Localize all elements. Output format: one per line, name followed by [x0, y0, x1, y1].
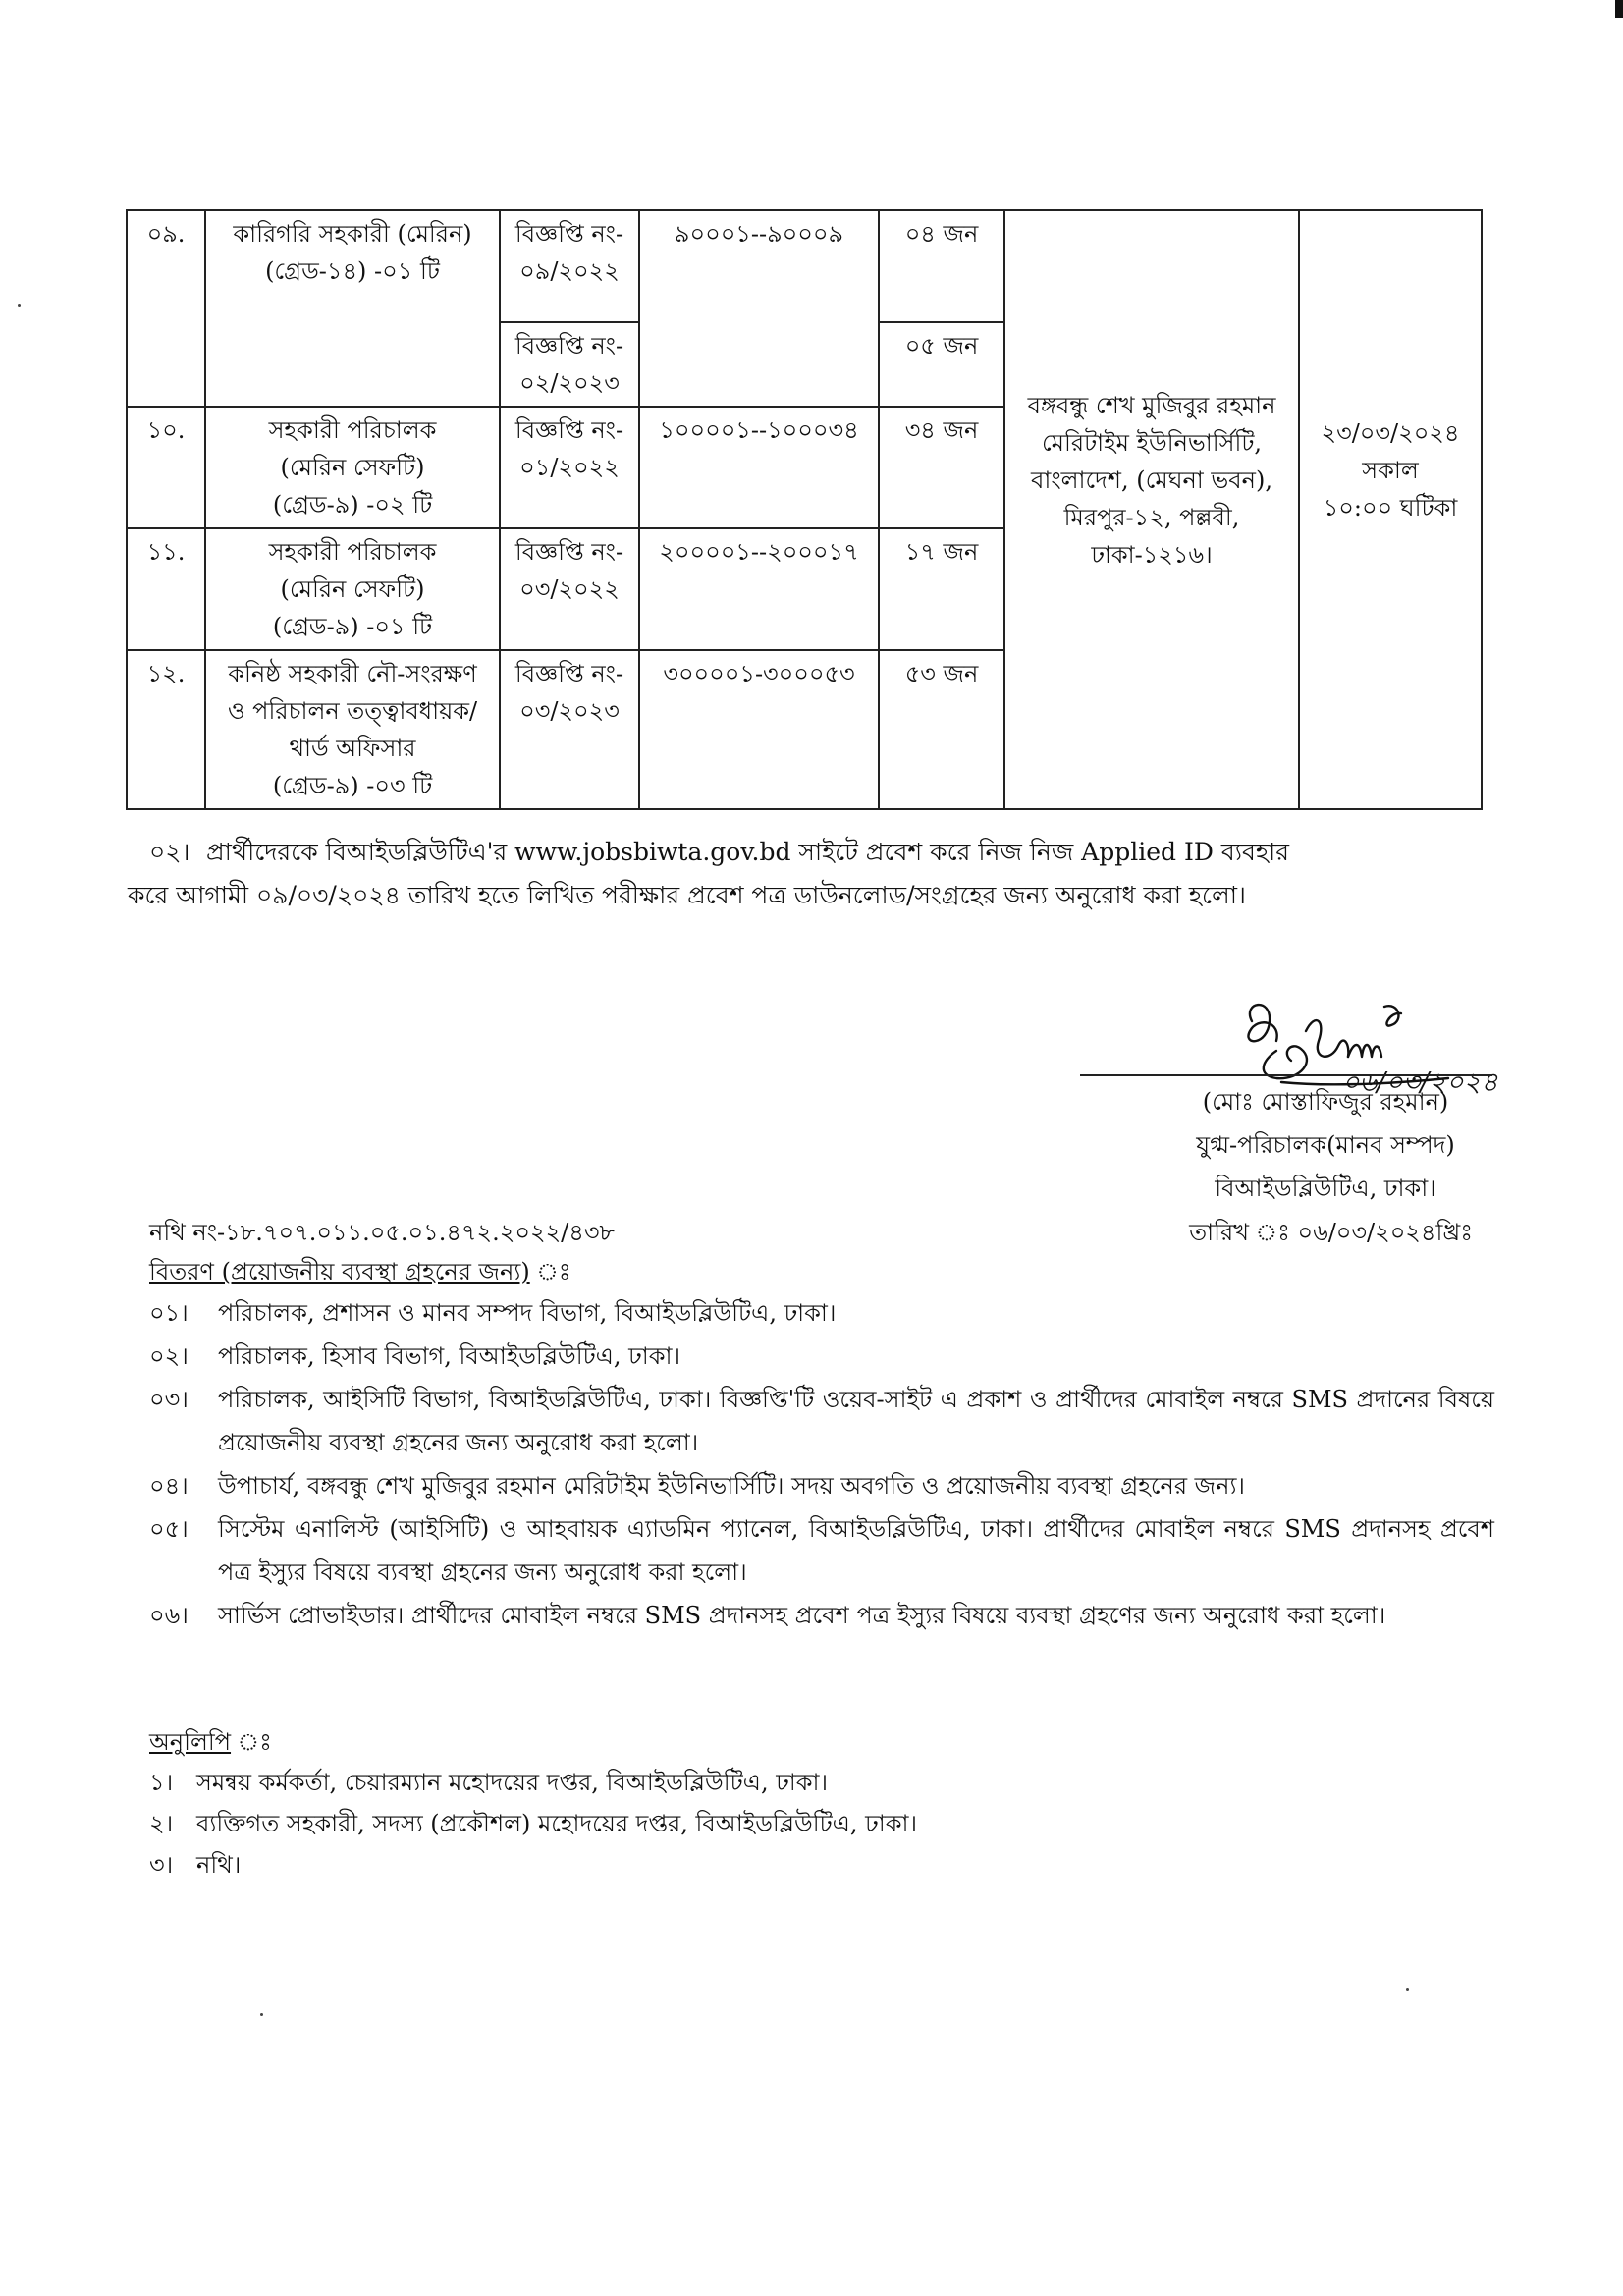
list-item: ৩। নথি।: [149, 1851, 242, 1879]
notice-cell: বিজ্ঞপ্তি নং- ০৩/২০২৩: [500, 650, 639, 809]
scan-speck: [1406, 1988, 1409, 1991]
post-cell: সহকারী পরিচালক (মেরিন সেফটি) (গ্রেড-৯) -০২ টি: [205, 407, 500, 528]
table-row: [127, 210, 1482, 322]
paragraph-number: ০২।: [149, 838, 190, 866]
list-item: ০৬। সার্ভিস প্রোভাইডার। প্রার্থীদের মোবাইল নম্বরে SMS প্রদানসহ প্রবেশ পত্র ইস্যুর বিষয়ে ব্যবস্থা গ্রহণের জন্য অনুরোধ করা হলো।: [149, 1602, 1386, 1629]
candidates-cell: ০৫ জন: [879, 322, 1004, 407]
instruction-line-1: প্রার্থীদেরকে বিআইডব্লিউটিএ'র www.jobsbiwta.gov.bd সাইটে প্রবেশ করে নিজ নিজ Applied ID ব্যবহার: [206, 838, 1290, 866]
roll-cell: ২০০০০১--২০০০১৭: [639, 528, 879, 650]
roll-cell: ৩০০০০১-৩০০০৫৩: [639, 650, 879, 809]
roll-cell: ৯০০০১--৯০০০৯: [639, 210, 879, 407]
list-item: ২। ব্যক্তিগত সহকারী, সদস্য (প্রকৌশল) মহোদয়ের দপ্তর, বিআইডব্লিউটিএ, ঢাকা।: [149, 1810, 918, 1837]
serial-cell: ১২.: [127, 650, 205, 809]
distribution-heading: বিতরণ (প্রয়োজনীয় ব্যবস্থা গ্রহনের জন্য) ঃ: [149, 1258, 571, 1285]
list-item: ০৩। পরিচালক, আইসিটি বিভাগ, বিআইডব্লিউটিএ, ঢাকা। বিজ্ঞপ্তি'টি ওয়েব-সাইট এ প্রকাশ ও প্রার্থীদের মোবাইল নম্বরে SMS প্রদানের বিষয়ে প্রয়োজনীয় ব্যবস্থা গ্রহনের জন্য অনুরোধ করা হলো।: [149, 1386, 1494, 1456]
post-cell: কনিষ্ঠ সহকারী নৌ-সংরক্ষণ ও পরিচালন তত্ত্বাবধায়ক/ থার্ড অফিসার (গ্রেড-৯) -০৩ টি: [205, 650, 500, 809]
signature-line: [1080, 1074, 1492, 1076]
copy-list: [149, 1762, 1426, 1886]
list-item: ০৫। সিস্টেম এনালিস্ট (আইসিটি) ও আহবায়ক এ্যাডমিন প্যানেল, বিআইডব্লিউটিএ, ঢাকা। প্রার্থীদের মোবাইল নম্বরে SMS প্রদানসহ প্রবেশ পত্র ইস্যুর বিষয়ে ব্যবস্থা গ্রহনের জন্য অনুরোধ করা হলো।: [149, 1515, 1494, 1586]
post-cell: কারিগরি সহকারী (মেরিন) (গ্রেড-১৪) -০১ টি: [205, 210, 500, 407]
signature-date: ০৬/০৩/২০২৪: [1342, 1067, 1498, 1098]
roll-cell: ১০০০০১--১০০০৩৪: [639, 407, 879, 528]
list-item: ০১। পরিচালক, প্রশাসন ও মানব সম্পদ বিভাগ, বিআইডব্লিউটিএ, ঢাকা।: [149, 1299, 837, 1327]
instruction-line-2: করে আগামী ০৯/০৩/২০২৪ তারিখ হতে লিখিত পরীক্ষার প্রবেশ পত্র ডাউনলোড/সংগ্রহের জন্য অনুরোধ করা হলো।: [128, 881, 1246, 909]
datetime-cell: ২৩/০৩/২০২৪ সকাল ১০:০০ ঘটিকা: [1299, 210, 1482, 809]
notice-cell: বিজ্ঞপ্তি নং- ০৩/২০২২: [500, 528, 639, 650]
post-cell: সহকারী পরিচালক (মেরিন সেফটি) (গ্রেড-৯) -০১ টি: [205, 528, 500, 650]
candidates-cell: ০৪ জন: [879, 210, 1004, 322]
candidates-cell: ৩৪ জন: [879, 407, 1004, 528]
distribution-list: [149, 1291, 1494, 1637]
serial-cell: ১১.: [127, 528, 205, 650]
scan-speck: [260, 2013, 263, 2016]
file-number: নথি নং-১৮.৭০৭.০১১.০৫.০১.৪৭২.২০২২/৪৩৮: [149, 1219, 616, 1246]
serial-cell: ০৯.: [127, 210, 205, 407]
venue-cell: বঙ্গবন্ধু শেখ মুজিবুর রহমান মেরিটাইম ইউনিভার্সিটি, বাংলাদেশ, (মেঘনা ভবন), মিরপুর-১২, পল্লবী, ঢাকা-১২১৬।: [1004, 210, 1299, 809]
signatory-block: [1159, 1080, 1492, 1210]
signatory-name: (মোঃ মোস্তাফিজুর রহমান): [1202, 1088, 1449, 1116]
notice-cell: বিজ্ঞপ্তি নং- ০৯/২০২২: [500, 210, 639, 322]
scan-edge-mark: [1615, 0, 1623, 18]
notice-cell: বিজ্ঞপ্তি নং- ০১/২০২২: [500, 407, 639, 528]
exam-schedule-table: [126, 209, 1483, 810]
list-item: ০২। পরিচালক, হিসাব বিভাগ, বিআইডব্লিউটিএ, ঢাকা।: [149, 1342, 681, 1370]
list-item: ০৪। উপাচার্য, বঙ্গবন্ধু শেখ মুজিবুর রহমান মেরিটাইম ইউনিভার্সিটি। সদয় অবগতি ও প্রয়োজনীয় ব্যবস্থা গ্রহনের জন্য।: [149, 1472, 1245, 1500]
notice-cell: বিজ্ঞপ্তি নং- ০২/২০২৩: [500, 322, 639, 407]
list-item: ১। সমন্বয় কর্মকর্তা, চেয়ারম্যান মহোদয়ের দপ্তর, বিআইডব্লিউটিএ, ঢাকা।: [149, 1769, 829, 1796]
candidates-cell: ১৭ জন: [879, 528, 1004, 650]
scan-speck: [18, 304, 21, 307]
admit-card-instruction: [128, 831, 1494, 917]
memo-date: তারিখ ঃ ০৬/০৩/২০২৪খ্রিঃ: [1189, 1219, 1473, 1246]
serial-cell: ১০.: [127, 407, 205, 528]
signatory-organization: বিআইডব্লিউটিএ, ঢাকা।: [1215, 1175, 1436, 1202]
signatory-designation: যুগ্ম-পরিচালক(মানব সম্পদ): [1196, 1131, 1455, 1159]
candidates-cell: ৫৩ জন: [879, 650, 1004, 809]
copy-heading: অনুলিপি ঃ: [149, 1728, 272, 1756]
